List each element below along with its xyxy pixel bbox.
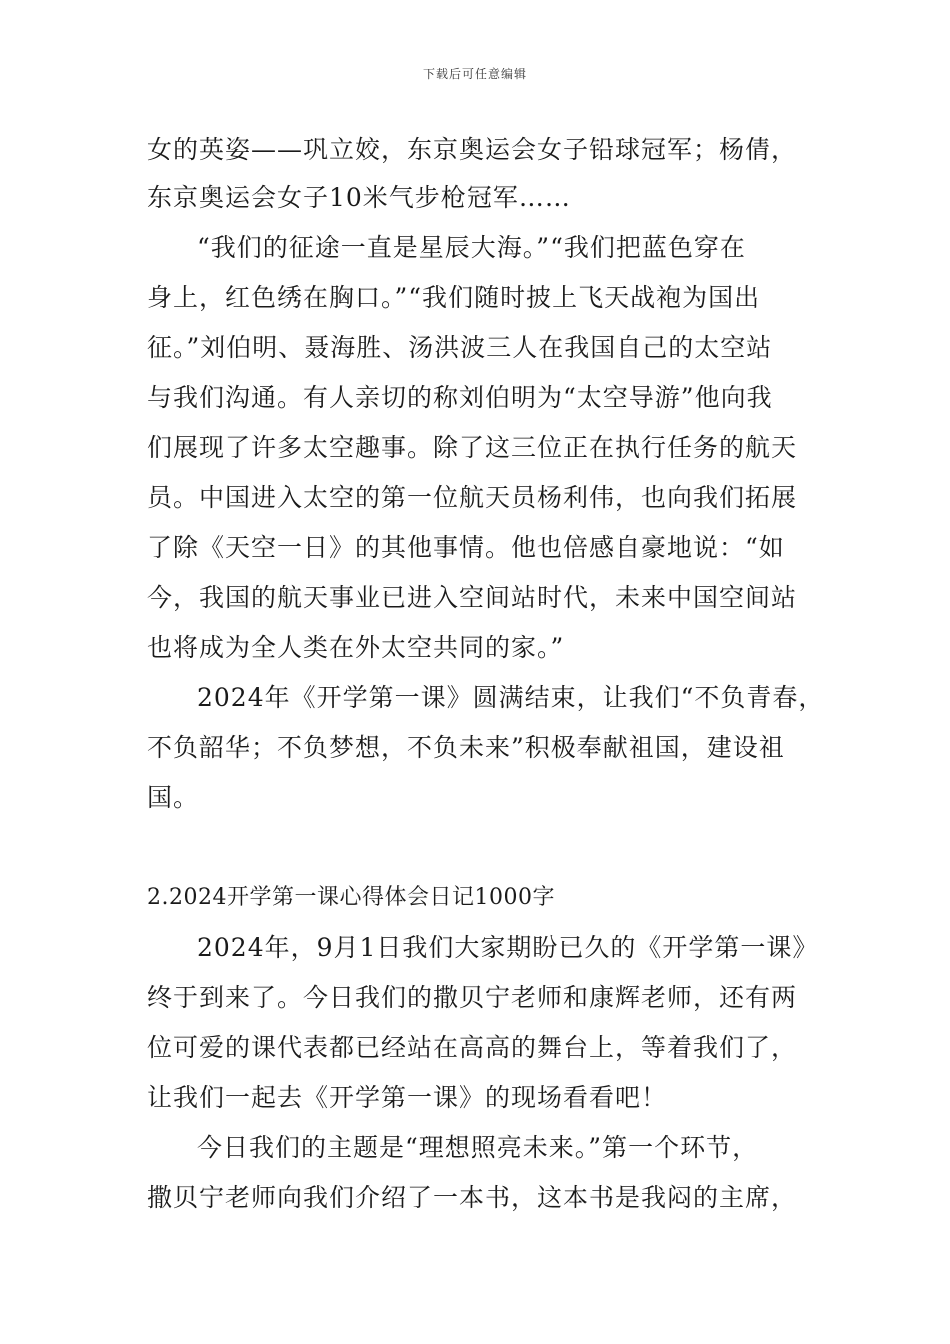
body-line: 征。”刘伯明、聂海胜、汤洪波三人在我国自己的太空站 [147, 333, 773, 362]
body-line: 今日我们的主题是“理想照亮未来。”第一个环节， [197, 1133, 759, 1162]
body-line: 2024年，9月1日我们大家期盼已久的《开学第一课》 [197, 933, 819, 962]
body-line: 也将成为全人类在外太空共同的家。” [147, 633, 565, 662]
body-line: 今，我国的航天事业已进入空间站时代，未来中国空间站 [147, 583, 798, 612]
body-line: 女的英姿——巩立姣，东京奥运会女子铅球冠军；杨倩， [147, 135, 798, 164]
body-line: 让我们一起去《开学第一课》的现场看看吧！ [147, 1083, 668, 1112]
body-line: 2024年《开学第一课》圆满结束，让我们“不负青春， [197, 683, 825, 712]
body-line: 与我们沟通。有人亲切的称刘伯明为“太空导游”他向我 [147, 383, 773, 412]
body-line: 了除《天空一日》的其他事情。他也倍感自豪地说：“如 [147, 533, 785, 562]
body-line: 位可爱的课代表都已经站在高高的舞台上，等着我们了， [147, 1033, 798, 1062]
body-line: “我们的征途一直是星辰大海。”“我们把蓝色穿在 [197, 233, 746, 262]
body-line: 东京奥运会女子10米气步枪冠军…… [147, 183, 571, 212]
body-line: 撒贝宁老师向我们介绍了一本书，这本书是我闷的主席， [147, 1183, 798, 1212]
body-line: 终于到来了。今日我们的撒贝宁老师和康辉老师，还有两 [147, 983, 798, 1012]
body-line: 国。 [147, 783, 200, 812]
page-header: 下载后可任意编辑 [422, 67, 527, 81]
body-line: 们展现了许多太空趣事。除了这三位正在执行任务的航天 [147, 433, 798, 462]
body-line: 身上，红色绣在胸口。”“我们随时披上飞天战袍为国出 [147, 283, 761, 312]
body-line: 不负韶华；不负梦想，不负未来”积极奉献祖国，建设祖 [147, 733, 785, 762]
section-heading: 2.2024开学第一课心得体会日记1000字 [147, 885, 555, 910]
body-line: 员。中国进入太空的第一位航天员杨利伟，也向我们拓展 [147, 483, 798, 512]
